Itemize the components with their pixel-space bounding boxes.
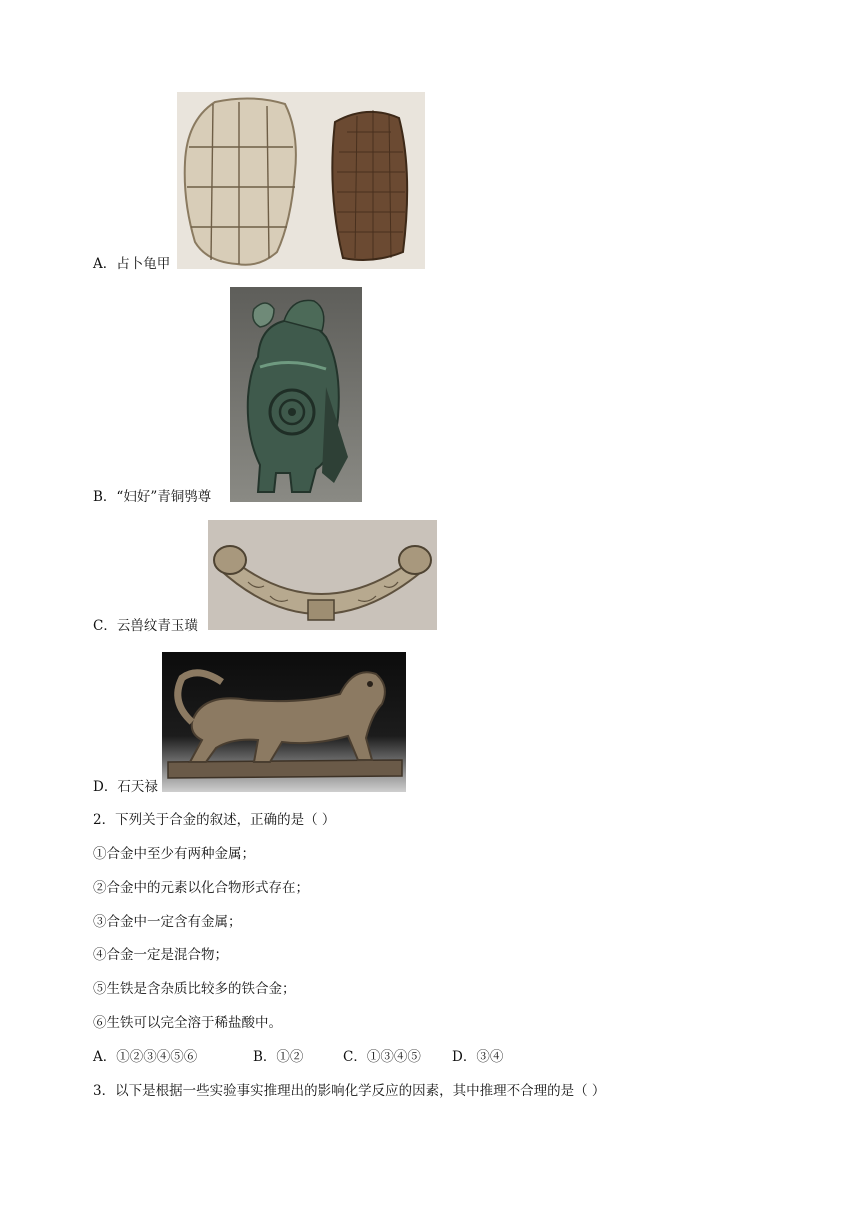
question-2-choice-d: D．③④	[452, 1049, 504, 1065]
question-2-item-1: ①合金中至少有两种金属；	[93, 846, 255, 862]
option-c-label: C．云兽纹青玉璜	[93, 618, 198, 634]
jade-huang-pendant-image	[208, 520, 437, 630]
question-3-stem: 3．以下是根据一些实验事实推理出的影响化学反应的因素，其中推理不合理的是（ ）	[93, 1083, 606, 1099]
option-d-label: D．石天禄	[93, 779, 158, 795]
question-2-item-2: ②合金中的元素以化合物形式存在；	[93, 880, 309, 896]
question-2-choice-a: A．①②③④⑤⑥	[93, 1049, 198, 1065]
turtle-shell-image	[177, 92, 425, 269]
question-2-stem: 2．下列关于合金的叙述，正确的是（ ）	[93, 812, 336, 828]
option-a-label: A．占卜龟甲	[93, 256, 171, 272]
question-2-item-3: ③合金中一定含有金属；	[93, 914, 242, 930]
question-2-item-4: ④合金一定是混合物；	[93, 947, 228, 963]
bronze-owl-vessel-image	[230, 287, 362, 502]
stone-tianlu-image	[162, 652, 406, 792]
option-b-label: B．“妇好”青铜鸮尊	[93, 489, 212, 505]
question-2-item-6: ⑥生铁可以完全溶于稀盐酸中。	[93, 1015, 282, 1031]
question-2-choice-b: B．①②	[253, 1049, 304, 1065]
question-2-choice-c: C．①③④⑤	[343, 1049, 421, 1065]
question-2-item-5: ⑤生铁是含杂质比较多的铁合金；	[93, 981, 296, 997]
